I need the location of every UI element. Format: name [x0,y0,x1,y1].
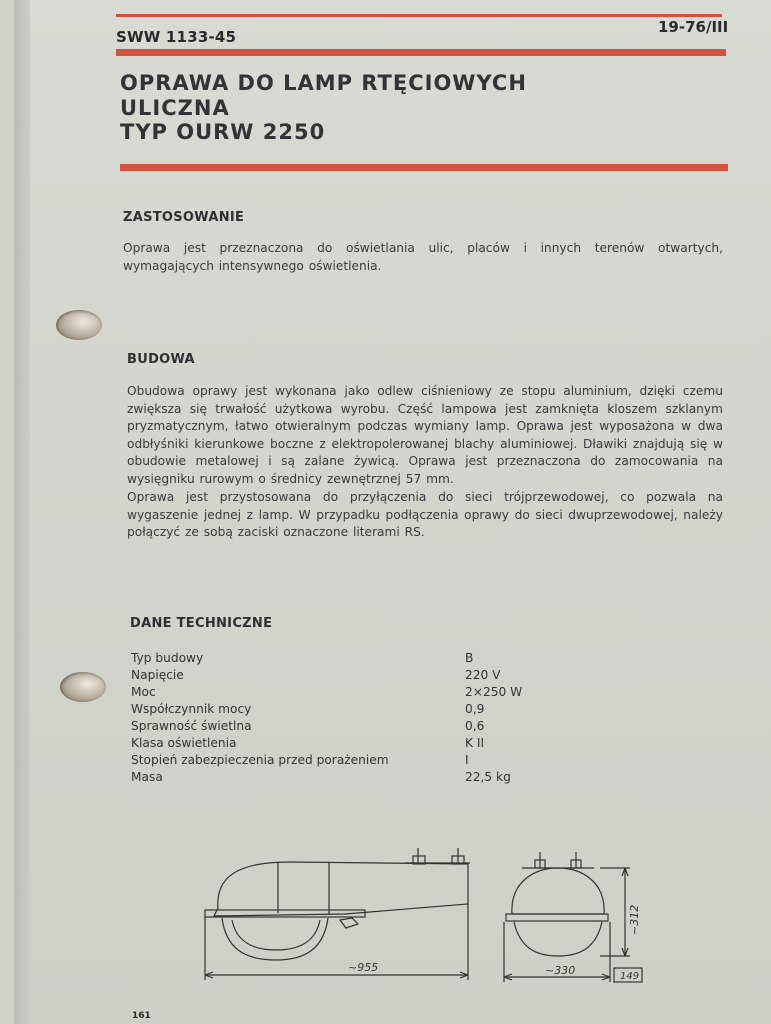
section-heading-budowa: BUDOWA [127,352,195,367]
title-line-1: OPRAWA DO LAMP RTĘCIOWYCH [120,71,527,95]
sheet-code: 19-76/III [658,18,729,36]
header-rule [116,49,726,56]
spec-row [131,736,571,753]
standard-code: SWW 1133-45 [116,28,237,46]
spec-value: I [465,753,469,767]
punch-hole-bottom [60,672,106,702]
spec-value: 2×250 W [465,685,523,699]
spec-row [131,685,571,702]
spec-value: 0,6 [465,719,485,733]
spec-row [131,719,571,736]
budowa-text-1: Obudowa oprawy jest wykonana jako odlew ciśnieniowy ze stopu aluminium, dzięki czemu zwiększa się trwałość użytkowa wyrobu. Część lampowa jest zamknięta kloszem szklanym pryzmatycznym, łatwo otwieralnym podczas wymiany lamp. Oprawa jest wyposażona w dwa odbłyśniki kierunkowe boczne z elektropolerowanej blachy aluminiowej. Dławiki znajdują się w obudowie metalowej i są zalane żywicą. Oprawa jest przeznaczona do zamocowania na wysięgniku rurowym o średnicy zewnętrznej 57 mm. [127,384,723,486]
title-line-3: TYP OURW 2250 [120,120,326,144]
technical-drawing [0,840,771,1000]
figure-number: 149 [620,971,640,982]
spec-value: 220 V [465,668,501,682]
spec-row [131,753,571,770]
spec-value: 22,5 kg [465,770,511,784]
spec-name: Masa [131,770,163,784]
spec-name: Napięcie [131,668,184,682]
spec-name: Współczynnik mocy [131,702,252,716]
punch-hole-top [56,310,102,340]
spec-row [131,770,571,787]
spec-name: Sprawność świetlna [131,719,252,733]
section-heading-zastosowanie: ZASTOSOWANIE [123,210,245,225]
spec-name: Klasa oświetlenia [131,736,237,750]
page-number: 161 [132,1011,151,1021]
front-width-label: ~330 [545,964,576,977]
side-view-drawing [205,848,470,980]
spec-value: B [465,651,474,665]
side-length-label: ~955 [348,961,379,974]
section-heading-dane: DANE TECHNICZNE [130,616,273,631]
spec-name: Moc [131,685,156,699]
title-rule [120,164,728,171]
top-rule [116,14,722,17]
spec-row [131,702,571,719]
spec-name: Typ budowy [131,651,204,665]
budowa-text-2: Oprawa jest przystosowana do przyłączenia do sieci trójprzewodowej, co pozwala na wygaszenie jednej z lamp. W przypadku podłączenia oprawy do sieci dwuprzewodowej, należy połączyć ze sobą zaciski oznaczone literami RS. [127,490,723,540]
title-line-2: ULICZNA [120,96,230,120]
spec-row [131,651,571,668]
spec-name: Stopień zabezpieczenia przed porażeniem [131,753,389,767]
spec-value: 0,9 [465,702,485,716]
front-height-label: ~312 [628,904,641,935]
zastosowanie-text: Oprawa jest przeznaczona do oświetlania ulic, placów i innych terenów otwartych, wymagających intensywnego oświetlenia. [123,241,723,273]
spec-value: K II [465,736,485,750]
spec-row [131,668,571,685]
front-view-drawing [504,852,642,982]
